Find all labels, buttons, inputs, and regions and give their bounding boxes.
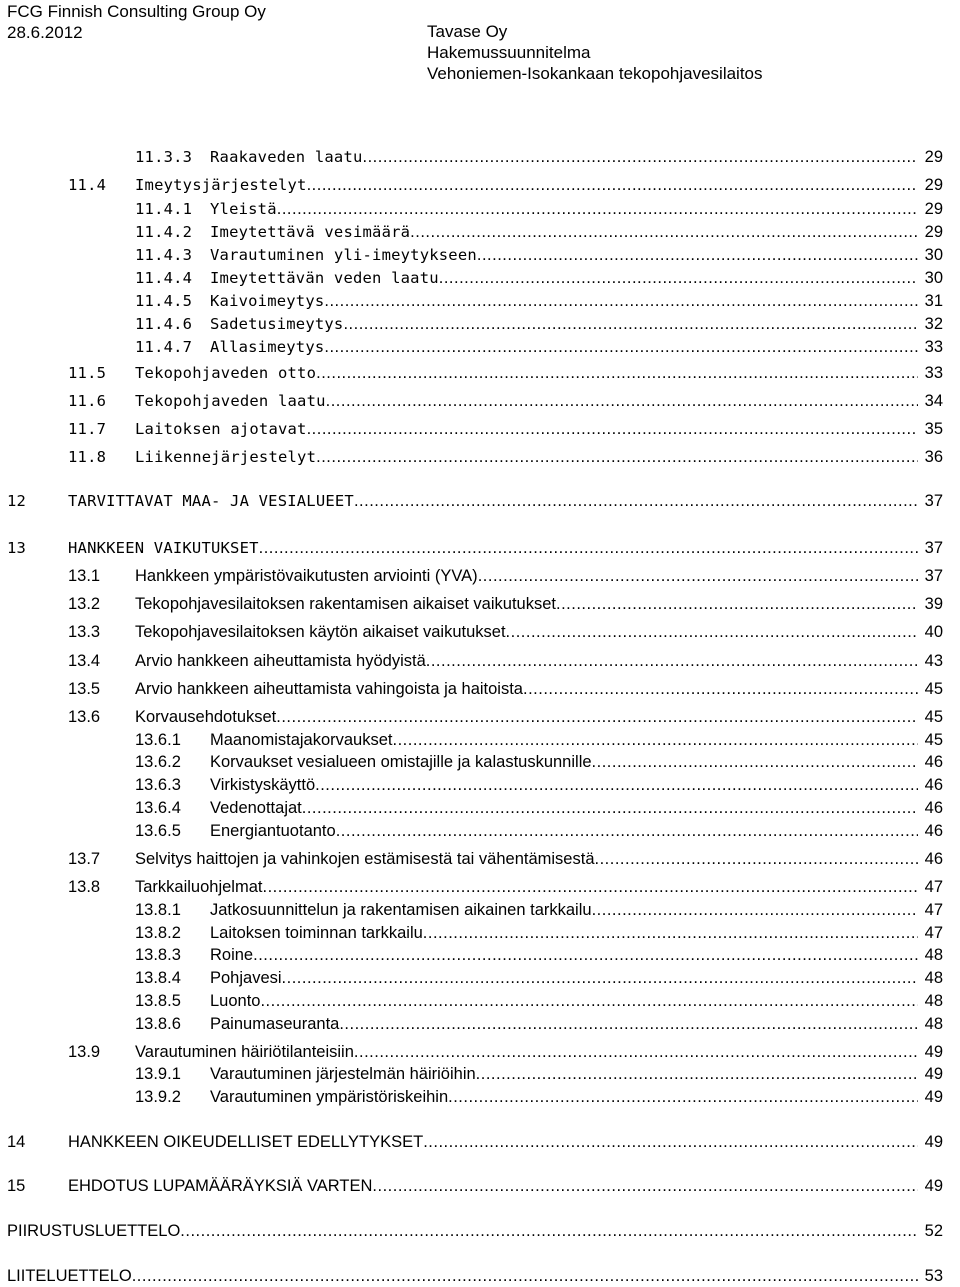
dot-leader bbox=[324, 336, 918, 358]
toc-entry-page: 47 bbox=[924, 878, 943, 896]
toc-entry-title: Raakaveden laatu bbox=[210, 148, 363, 166]
toc-entry-page: 29 bbox=[924, 176, 943, 194]
toc-entry bbox=[0, 774, 960, 796]
toc-entry-title: Sadetusimeytys bbox=[210, 315, 344, 333]
toc-entry-title: Painumaseuranta bbox=[210, 1015, 340, 1033]
toc-entry bbox=[0, 1265, 960, 1287]
toc-entry bbox=[0, 621, 960, 643]
toc-entry-number: 13.6.5 bbox=[135, 822, 181, 840]
toc-entry-page: 29 bbox=[924, 148, 943, 166]
toc-entry-title: Vedenottajat bbox=[210, 799, 302, 817]
toc-entry bbox=[0, 446, 960, 468]
toc-entry-number: 13.6.4 bbox=[135, 799, 181, 817]
toc-entry-page: 45 bbox=[924, 731, 943, 749]
toc-entry-number: 11.3.3 bbox=[135, 148, 193, 166]
toc-entry bbox=[0, 967, 960, 989]
toc-entry bbox=[0, 1013, 960, 1035]
toc-entry-page: 48 bbox=[924, 992, 943, 1010]
toc-entry bbox=[0, 848, 960, 870]
toc-entry bbox=[0, 267, 960, 289]
toc-entry-title: Arvio hankkeen aiheuttamista vahingoista ja haitoista bbox=[135, 680, 523, 698]
toc-entry bbox=[0, 593, 960, 615]
toc-entry-page: 31 bbox=[924, 292, 943, 310]
toc-entry-number: 13.1 bbox=[68, 567, 101, 585]
toc-entry-number: 13.9 bbox=[68, 1043, 101, 1061]
toc-entry-title: Varautuminen yli-imeytykseen bbox=[210, 246, 477, 264]
toc-entry-number: 13.6.1 bbox=[135, 731, 181, 749]
toc-entry-number: 13.4 bbox=[68, 652, 101, 670]
toc-entry-title: Jatkosuunnittelun ja rakentamisen aikainen tarkkailu bbox=[210, 901, 592, 919]
dot-leader bbox=[324, 290, 918, 312]
dot-leader bbox=[439, 267, 918, 289]
toc-entry-title: PIIRUSTUSLUETTELO bbox=[7, 1222, 181, 1240]
toc-entry-title: Laitoksen ajotavat bbox=[135, 420, 307, 438]
toc-entry-title: Imeytysjärjestelyt bbox=[135, 176, 307, 194]
dot-leader bbox=[276, 706, 918, 728]
toc-entry-title: Roine bbox=[210, 946, 254, 964]
toc-entry-number: 13.7 bbox=[68, 850, 101, 868]
toc-entry-number: 11.4.7 bbox=[135, 338, 193, 356]
toc-entry bbox=[0, 1086, 960, 1108]
toc-entry-number: 13.3 bbox=[68, 623, 101, 641]
toc-entry-number: 13.6 bbox=[68, 708, 101, 726]
toc-entry-number: 11.4.2 bbox=[135, 223, 193, 241]
toc-entry-number: 12 bbox=[7, 492, 27, 510]
toc-entry-page: 48 bbox=[924, 946, 943, 964]
dot-leader bbox=[556, 593, 918, 615]
toc-entry-page: 52 bbox=[924, 1222, 943, 1240]
toc-entry-title: Tekopohjavesilaitoksen rakentamisen aikaiset vaikutukset bbox=[135, 595, 556, 613]
toc-entry-title: Tekopohjaveden otto bbox=[135, 364, 317, 382]
dot-leader bbox=[506, 621, 918, 643]
toc-entry-number: 13.8 bbox=[68, 878, 101, 896]
dot-leader bbox=[277, 198, 918, 220]
toc-entry bbox=[0, 565, 960, 587]
toc-entry bbox=[0, 797, 960, 819]
toc-entry bbox=[0, 706, 960, 728]
toc-entry bbox=[0, 899, 960, 921]
dot-leader bbox=[302, 797, 918, 819]
toc-entry-page: 49 bbox=[924, 1043, 943, 1061]
toc-entry-title: Imeytettävän veden laatu bbox=[210, 269, 439, 287]
dot-leader bbox=[592, 899, 918, 921]
toc-entry-number: 13.8.5 bbox=[135, 992, 181, 1010]
dot-leader bbox=[262, 876, 918, 898]
toc-entry-title: HANKKEEN VAIKUTUKSET bbox=[68, 539, 259, 557]
toc-entry-title: Virkistyskäyttö bbox=[210, 776, 316, 794]
document-type: Hakemussuunnitelma bbox=[427, 43, 591, 62]
toc-entry-title: Pohjavesi bbox=[210, 969, 282, 987]
toc-entry bbox=[0, 244, 960, 266]
toc-entry-title: Maanomistajakorvaukset bbox=[210, 731, 393, 749]
toc-entry-number: 11.4.1 bbox=[135, 200, 193, 218]
dot-leader bbox=[363, 146, 918, 168]
toc-entry-number: 13.5 bbox=[68, 680, 101, 698]
toc-entry-page: 45 bbox=[924, 708, 943, 726]
toc-entry bbox=[0, 944, 960, 966]
dot-leader bbox=[354, 490, 918, 512]
toc-entry-title: Korvaukset vesialueen omistajille ja kalastuskunnille bbox=[210, 753, 592, 771]
toc-entry-page: 37 bbox=[924, 539, 943, 557]
toc-entry-page: 43 bbox=[924, 652, 943, 670]
toc-entry-page: 34 bbox=[924, 392, 943, 410]
toc-entry-page: 33 bbox=[924, 338, 943, 356]
toc-entry-page: 37 bbox=[924, 567, 943, 585]
toc-entry bbox=[0, 336, 960, 358]
toc-entry bbox=[0, 221, 960, 243]
toc-entry-number: 14 bbox=[7, 1133, 26, 1151]
dot-leader bbox=[180, 1220, 918, 1242]
dot-leader bbox=[523, 678, 918, 700]
toc-entry-number: 11.5 bbox=[68, 364, 107, 382]
toc-entry-number: 13 bbox=[7, 539, 27, 557]
toc-entry-page: 45 bbox=[924, 680, 943, 698]
toc-entry-page: 49 bbox=[924, 1133, 943, 1151]
dot-leader bbox=[426, 650, 918, 672]
toc-entry bbox=[0, 390, 960, 412]
dot-leader bbox=[372, 1175, 918, 1197]
dot-leader bbox=[315, 774, 918, 796]
toc-entry bbox=[0, 820, 960, 842]
toc-entry-title: Imeytettävä vesimäärä bbox=[210, 223, 411, 241]
toc-entry-page: 36 bbox=[924, 448, 943, 466]
toc-entry bbox=[0, 990, 960, 1012]
dot-leader bbox=[478, 565, 918, 587]
dot-leader bbox=[316, 446, 918, 468]
toc-entry-title: Varautuminen järjestelmän häiriöihin bbox=[210, 1065, 476, 1083]
toc-entry bbox=[0, 650, 960, 672]
toc-entry-page: 46 bbox=[924, 776, 943, 794]
toc-entry-page: 46 bbox=[924, 850, 943, 868]
toc-entry-page: 49 bbox=[924, 1177, 943, 1195]
toc-entry-number: 11.4.4 bbox=[135, 269, 193, 287]
dot-leader bbox=[307, 174, 918, 196]
toc-entry bbox=[0, 751, 960, 773]
toc-entry-title: Varautuminen ympäristöriskeihin bbox=[210, 1088, 449, 1106]
dot-leader bbox=[260, 990, 918, 1012]
toc-entry-title: Korvausehdotukset bbox=[135, 708, 277, 726]
dot-leader bbox=[253, 944, 918, 966]
dot-leader bbox=[259, 537, 918, 559]
toc-entry bbox=[0, 1041, 960, 1063]
toc-entry bbox=[0, 1175, 960, 1197]
toc-entry bbox=[0, 729, 960, 751]
toc-entry-page: 40 bbox=[924, 623, 943, 641]
toc-entry-number: 11.4.6 bbox=[135, 315, 193, 333]
toc-entry-page: 47 bbox=[924, 924, 943, 942]
toc-entry-number: 13.8.1 bbox=[135, 901, 181, 919]
toc-entry-title: Liikennejärjestelyt bbox=[135, 448, 317, 466]
dot-leader bbox=[393, 729, 919, 751]
toc-entry bbox=[0, 418, 960, 440]
toc-entry-title: Tekopohjaveden laatu bbox=[135, 392, 326, 410]
toc-entry-page: 48 bbox=[924, 969, 943, 987]
toc-entry-title: HANKKEEN OIKEUDELLISET EDELLYTYKSET bbox=[68, 1133, 424, 1151]
toc-entry-title: Yleistä bbox=[210, 200, 277, 218]
dot-leader bbox=[316, 362, 918, 384]
toc-entry-number: 11.7 bbox=[68, 420, 107, 438]
company-name: FCG Finnish Consulting Group Oy bbox=[7, 2, 266, 21]
toc-entry bbox=[0, 146, 960, 168]
dot-leader bbox=[476, 1063, 918, 1085]
toc-entry-page: 35 bbox=[924, 420, 943, 438]
toc-entry-page: 29 bbox=[924, 200, 943, 218]
toc-entry-page: 37 bbox=[924, 492, 943, 510]
toc-entry bbox=[0, 1220, 960, 1242]
toc-entry-page: 46 bbox=[924, 799, 943, 817]
toc-entry-title: Laitoksen toiminnan tarkkailu bbox=[210, 924, 423, 942]
toc-entry-title: Luonto bbox=[210, 992, 261, 1010]
toc-entry-title: TARVITTAVAT MAA- JA VESIALUEET bbox=[68, 492, 354, 510]
dot-leader bbox=[343, 313, 918, 335]
dot-leader bbox=[326, 390, 918, 412]
toc-entry-page: 46 bbox=[924, 822, 943, 840]
toc-entry-page: 47 bbox=[924, 901, 943, 919]
toc-entry-number: 11.4.3 bbox=[135, 246, 193, 264]
toc-entry-number: 11.8 bbox=[68, 448, 107, 466]
dot-leader bbox=[410, 221, 918, 243]
toc-entry-page: 29 bbox=[924, 223, 943, 241]
toc-entry bbox=[0, 678, 960, 700]
toc-entry-number: 11.4 bbox=[68, 176, 107, 194]
toc-entry bbox=[0, 1131, 960, 1153]
toc-entry bbox=[0, 362, 960, 384]
toc-entry-page: 49 bbox=[924, 1065, 943, 1083]
dot-leader bbox=[132, 1265, 918, 1287]
toc-entry-title: Allasimeytys bbox=[210, 338, 325, 356]
toc-entry-title: LIITELUETTELO bbox=[7, 1267, 132, 1285]
dot-leader bbox=[336, 820, 918, 842]
toc-entry bbox=[0, 313, 960, 335]
toc-entry-page: 30 bbox=[924, 269, 943, 287]
project-name: Vehoniemen-Isokankaan tekopohjavesilaitos bbox=[427, 64, 763, 83]
toc-entry-title: Tarkkailuohjelmat bbox=[135, 878, 263, 896]
toc-entry bbox=[0, 290, 960, 312]
toc-entry-title: Tekopohjavesilaitoksen käytön aikaiset vaikutukset bbox=[135, 623, 506, 641]
toc-entry-page: 46 bbox=[924, 753, 943, 771]
document-date: 28.6.2012 bbox=[7, 23, 83, 42]
toc-entry bbox=[0, 876, 960, 898]
dot-leader bbox=[477, 244, 918, 266]
toc-entry bbox=[0, 922, 960, 944]
toc-entry-title: Energiantuotanto bbox=[210, 822, 336, 840]
dot-leader bbox=[423, 922, 918, 944]
client-name: Tavase Oy bbox=[427, 22, 508, 41]
toc-entry bbox=[0, 1063, 960, 1085]
dot-leader bbox=[282, 967, 918, 989]
toc-entry-page: 49 bbox=[924, 1088, 943, 1106]
toc-entry-page: 32 bbox=[924, 315, 943, 333]
dot-leader bbox=[339, 1013, 918, 1035]
dot-leader bbox=[307, 418, 918, 440]
toc-entry-title: Arvio hankkeen aiheuttamista hyödyistä bbox=[135, 652, 426, 670]
dot-leader bbox=[423, 1131, 918, 1153]
toc-entry-title: Kaivoimeytys bbox=[210, 292, 325, 310]
toc-entry-number: 13.2 bbox=[68, 595, 101, 613]
toc-entry-title: Selvitys haittojen ja vahinkojen estämisestä tai vähentämisestä bbox=[135, 850, 595, 868]
dot-leader bbox=[448, 1086, 918, 1108]
toc-entry bbox=[0, 490, 960, 512]
toc-entry-number: 11.6 bbox=[68, 392, 107, 410]
toc-entry-number: 13.6.3 bbox=[135, 776, 181, 794]
toc-entry-number: 13.8.6 bbox=[135, 1015, 181, 1033]
toc-entry bbox=[0, 537, 960, 559]
dot-leader bbox=[595, 848, 919, 870]
toc-entry-number: 13.8.2 bbox=[135, 924, 181, 942]
toc-entry-number: 13.8.4 bbox=[135, 969, 181, 987]
toc-entry-number: 13.8.3 bbox=[135, 946, 181, 964]
toc-entry-number: 13.9.1 bbox=[135, 1065, 181, 1083]
toc-entry-title: Varautuminen häiriötilanteisiin bbox=[135, 1043, 354, 1061]
toc-entry-number: 11.4.5 bbox=[135, 292, 193, 310]
toc-entry-title: EHDOTUS LUPAMÄÄRÄYKSIÄ VARTEN bbox=[68, 1177, 373, 1195]
dot-leader bbox=[592, 751, 918, 773]
toc-entry bbox=[0, 174, 960, 196]
toc-entry-number: 15 bbox=[7, 1177, 26, 1195]
toc-entry-number: 13.9.2 bbox=[135, 1088, 181, 1106]
toc-entry-page: 48 bbox=[924, 1015, 943, 1033]
toc-entry-title: Hankkeen ympäristövaikutusten arviointi (YVA) bbox=[135, 567, 478, 585]
toc-entry-page: 39 bbox=[924, 595, 943, 613]
toc-entry-page: 30 bbox=[924, 246, 943, 264]
dot-leader bbox=[354, 1041, 918, 1063]
toc-entry bbox=[0, 198, 960, 220]
toc-entry-page: 53 bbox=[924, 1267, 943, 1285]
toc-entry-number: 13.6.2 bbox=[135, 753, 181, 771]
toc-entry-page: 33 bbox=[924, 364, 943, 382]
